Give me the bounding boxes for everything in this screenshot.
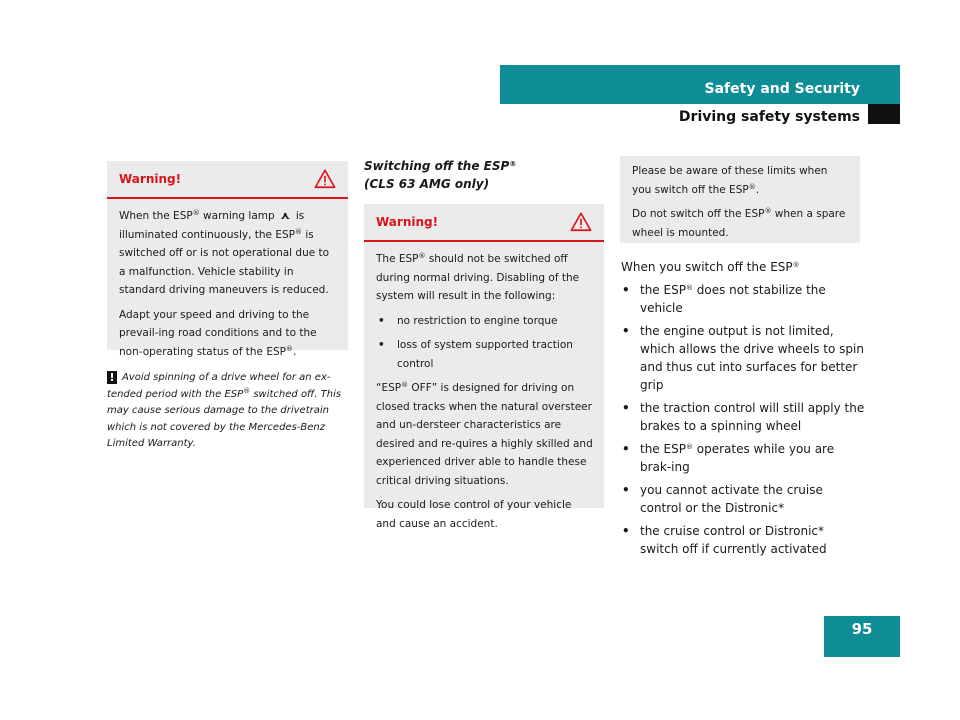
text: Do not switch off the ESP: [632, 208, 765, 220]
warning-body: [107, 199, 348, 375]
warning-body: [364, 242, 604, 547]
text: the cruise control or Distronic* switch off if currently activated: [640, 524, 827, 556]
text: When you switch off the ESP: [621, 260, 793, 274]
warning-paragraph: [119, 306, 337, 362]
registered-mark: ®: [418, 252, 426, 260]
list-item: [621, 440, 866, 476]
drivetrain-note: [107, 370, 352, 453]
text: you cannot activate the cruise control or the Distronic*: [640, 483, 823, 515]
list-item: [621, 522, 866, 558]
exclamation-icon: !: [107, 371, 117, 384]
header-tab-marker: [868, 104, 900, 124]
text: the traction control will still apply the brakes to a spinning wheel: [640, 401, 865, 433]
registered-mark: ®: [748, 182, 756, 191]
registered-mark: ®: [685, 443, 693, 451]
registered-mark: ®: [294, 227, 302, 236]
warning-triangle-icon: [314, 168, 336, 190]
text: .: [755, 183, 760, 196]
registered-mark: ®: [764, 207, 772, 215]
warning-header: [107, 161, 348, 199]
text: does not stabilize the vehicle: [640, 283, 826, 315]
warning-title: Warning!: [119, 172, 182, 186]
limits-info-box: [620, 156, 860, 243]
info-paragraph: [632, 162, 849, 199]
text: (CLS 63 AMG only): [364, 177, 490, 191]
registered-mark: ®: [509, 160, 517, 168]
page-number: 95: [851, 620, 873, 638]
consequence-list: [376, 312, 593, 374]
text: OFF” is designed for driving on closed tracks when the natural oversteer and un-dersteer characteristics are desired and re-quires a highly skilled and experienced driver able to handle these critical driving situations.: [376, 382, 593, 487]
section-title: Safety and Security: [704, 81, 860, 97]
warning-box-esp-off: [364, 204, 604, 530]
text: “ESP: [376, 382, 402, 394]
esp-off-intro: [621, 258, 800, 276]
text: the ESP: [640, 283, 686, 297]
warning-paragraph: [376, 250, 593, 306]
list-item: [621, 481, 866, 517]
warning-paragraph: You could lose control of your vehicle and cause an accident.: [376, 499, 572, 530]
warning-title: Warning!: [376, 215, 439, 229]
info-body: [620, 156, 860, 256]
registered-mark: ®: [792, 261, 800, 269]
registered-mark: ®: [685, 284, 693, 292]
text: Avoid spinning of a drive wheel for an ex-tended period with the ESP: [107, 372, 331, 400]
text: should not be switched off during normal driving. Disabling of the system will result in the following:: [376, 253, 580, 302]
list-item: • no restriction to engine torque: [376, 312, 593, 331]
text: Please be aware of these limits when you switch off the ESP: [632, 165, 828, 196]
text: .: [292, 345, 297, 358]
registered-mark: ®: [243, 386, 251, 395]
text: switched off. This may cause serious damage to the drivetrain which is not covered by the Mercedes-Benz Limited Warranty.: [107, 388, 342, 449]
text: is switched off or is not operational due to a malfunction. Vehicle stability in standard driving maneuvers is reduced.: [119, 228, 330, 296]
esp-off-heading: [364, 157, 516, 193]
registered-mark: ®: [285, 344, 293, 353]
text: the ESP: [640, 442, 686, 456]
text: Switching off the ESP: [364, 159, 510, 173]
list-item: [621, 322, 866, 394]
esp-warning-lamp-icon: ⋏: [280, 210, 291, 222]
warning-paragraph: [376, 379, 593, 490]
list-item: • loss of system supported traction control: [376, 336, 593, 373]
text: When the ESP: [119, 210, 193, 222]
registered-mark: ®: [192, 209, 200, 217]
list-item: [621, 399, 866, 435]
text: warning lamp: [199, 210, 279, 222]
subsection-title: Driving safety systems: [678, 109, 860, 125]
warning-box-esp-lamp: [107, 161, 348, 358]
text: operates while you are brak-ing: [640, 442, 835, 474]
list-item: [621, 281, 866, 317]
text: the engine output is not limited, which allows the drive wheels to spin and thus cut into surfaces for better grip: [640, 324, 864, 392]
text: is illuminated continuously, the ESP: [119, 210, 305, 241]
registered-mark: ®: [401, 381, 409, 389]
warning-header: [364, 204, 604, 242]
esp-off-effects-list: [621, 281, 866, 563]
warning-triangle-icon: [570, 211, 592, 233]
text: when a spare wheel is mounted.: [632, 208, 846, 239]
info-paragraph: [632, 205, 849, 242]
text: Adapt your speed and driving to the prevail-ing road conditions and to the non-operating status of the ESP: [119, 308, 317, 358]
warning-paragraph: [119, 207, 337, 300]
text: The ESP: [376, 253, 419, 265]
